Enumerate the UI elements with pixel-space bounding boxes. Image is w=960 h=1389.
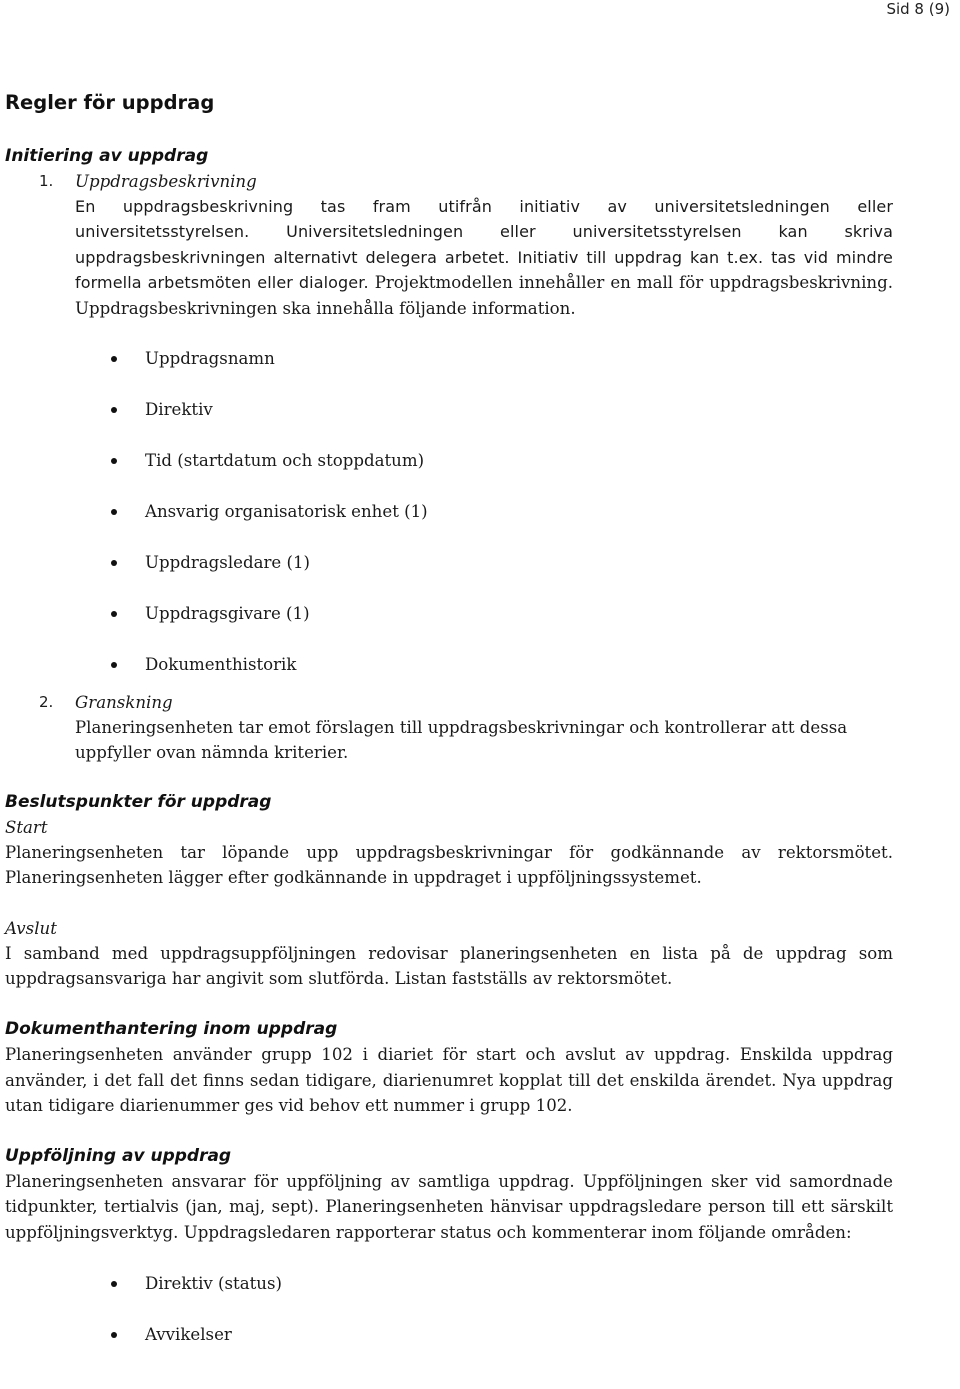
subheading-start: Start (5, 817, 48, 837)
item-title: Uppdragsbeskrivning (75, 172, 257, 191)
item-number: 2. (39, 693, 54, 712)
page-title: Regler för uppdrag (5, 91, 215, 114)
item-1-text-serif: Projektmodellen innehåller en mall för uppdragsbeskrivning. Uppdragsbeskrivningen ska innehålla följande information. (75, 273, 893, 318)
item-1-paragraph (75, 194, 893, 321)
page-number: Sid 8 (9) (886, 0, 950, 18)
section-heading-initiering: Initiering av uppdrag (5, 146, 209, 166)
section-heading-dokumenthantering: Dokumenthantering inom uppdrag (5, 1019, 338, 1040)
numbered-item-1 (5, 169, 893, 194)
start-paragraph: Planeringsenheten tar löpande upp uppdragsbeskrivningar för godkännande av rektorsmötet. Planeringsenheten lägger efter godkännande in uppdraget i uppföljningssystemet. (5, 842, 893, 888)
list-item: Direktiv (status) (5, 1258, 893, 1309)
bullet-icon (111, 560, 117, 566)
bullet-icon (111, 509, 117, 515)
section-heading-uppfoljning: Uppföljning av uppdrag (5, 1145, 232, 1166)
item-2-paragraph: Planeringsenheten tar emot förslagen till uppdragsbeskrivningar och kontrollerar att dessa uppfyller ovan nämnda kriterier. (75, 718, 848, 763)
list-item: Tid (startdatum och stoppdatum) (5, 435, 893, 486)
list-item: Dokumenthistorik (5, 639, 893, 690)
bullet-icon (111, 458, 117, 464)
list-item: Uppdragsgivare (1) (5, 588, 893, 639)
bullet-icon (111, 1281, 117, 1287)
list-item: Ansvarig organisatorisk enhet (1) (5, 486, 893, 537)
list-item: Avvikelser (5, 1309, 893, 1360)
bullet-icon (111, 407, 117, 413)
document-body (5, 90, 893, 1360)
item-number: 1. (39, 172, 54, 190)
bullet-icon (111, 611, 117, 617)
list-item: Uppdragsnamn (5, 333, 893, 384)
list-item: Uppdragsledare (1) (5, 537, 893, 588)
item-title: Granskning (75, 693, 173, 713)
subheading-avslut: Avslut (5, 918, 57, 938)
uppfoljning-paragraph: Planeringsenheten ansvarar för uppföljning av samtliga uppdrag. Uppföljningen sker vid samordnade tidpunkter, tertialvis (jan, maj, sept). Planeringsenheten hänvisar uppdragsledare person till ett särskilt uppföljningsverktyg. Uppdragsledaren rapporterar status och kommenterar inom följande områden: (5, 1171, 893, 1242)
avslut-paragraph: I samband med uppdragsuppföljningen redovisar planeringsenheten en lista på de uppdrag som uppdragsansvariga har angivit som slutförda. Listan fastställs av rektorsmötet. (5, 943, 893, 989)
bullet-icon (111, 662, 117, 668)
numbered-item-2 (5, 690, 893, 715)
bullet-icon (111, 1332, 117, 1338)
section-heading-beslutspunkter: Beslutspunkter för uppdrag (5, 791, 272, 812)
dokumenthantering-paragraph: Planeringsenheten använder grupp 102 i diariet för start och avslut av uppdrag. Enskilda uppdrag använder, i det fall det finns sedan tidigare, diarienumret kopplat till det enskilda ärendet. Nya uppdrag utan tidigare diarienummer ges vid behov ett nummer i grupp 102. (5, 1045, 893, 1116)
list-item: Direktiv (5, 384, 893, 435)
bullet-list-omraden (5, 1258, 893, 1360)
item-1-text-sans: En uppdragsbeskrivning tas fram utifrån initiativ av universitetsledningen eller universitetsstyrelsen. Universitetsledningen eller universitetsstyrelsen kan skriva uppdragsbeskrivningen alternativt delegera arbetet. Initiativ till uppdrag kan t.ex. tas vid mindre formella arbetsmöten eller dialoger. (75, 197, 893, 293)
bullet-icon (111, 356, 117, 362)
bullet-list-information (5, 333, 893, 690)
